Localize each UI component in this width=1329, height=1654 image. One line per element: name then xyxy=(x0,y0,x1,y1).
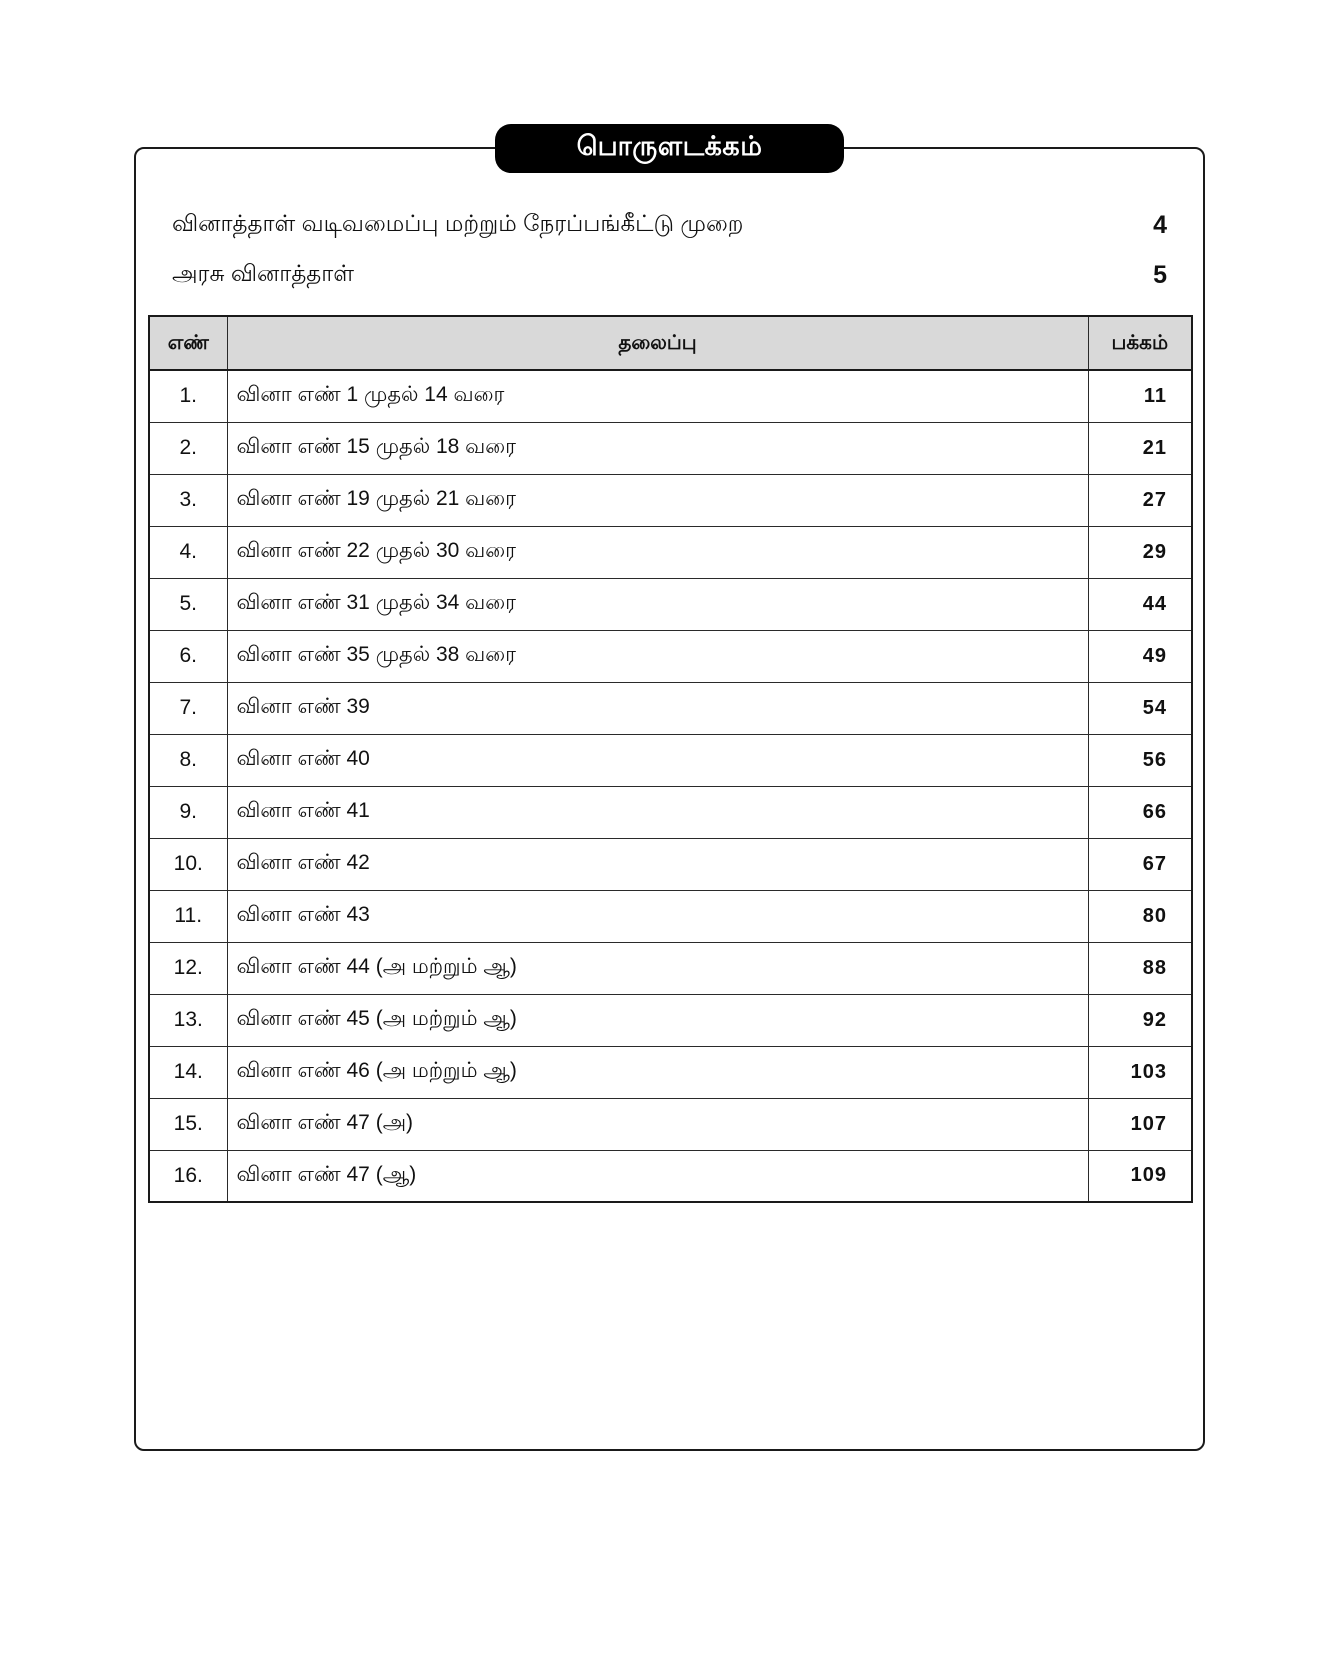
row-page: 27 xyxy=(1088,474,1192,526)
table-row xyxy=(149,786,1192,838)
row-page: 109 xyxy=(1088,1150,1192,1202)
intro-entry xyxy=(172,258,1173,292)
table-row xyxy=(149,422,1192,474)
row-page: 66 xyxy=(1088,786,1192,838)
row-number: 15. xyxy=(149,1098,227,1150)
row-page: 21 xyxy=(1088,422,1192,474)
row-number: 3. xyxy=(149,474,227,526)
row-number: 12. xyxy=(149,942,227,994)
row-title: வினா எண் 15 முதல் 18 வரை xyxy=(227,422,1088,474)
row-title: வினா எண் 46 (அ மற்றும் ஆ) xyxy=(227,1046,1088,1098)
table-row xyxy=(149,578,1192,630)
table-row xyxy=(149,474,1192,526)
intro-entry-page: 4 xyxy=(1153,210,1167,239)
row-title: வினா எண் 19 முதல் 21 வரை xyxy=(227,474,1088,526)
table-row xyxy=(149,526,1192,578)
row-page: 11 xyxy=(1088,370,1192,422)
row-title: வினா எண் 40 xyxy=(227,734,1088,786)
row-number: 13. xyxy=(149,994,227,1046)
row-title: வினா எண் 47 (ஆ) xyxy=(227,1150,1088,1202)
intro-entry-page: 5 xyxy=(1153,260,1167,289)
row-number: 16. xyxy=(149,1150,227,1202)
row-page: 107 xyxy=(1088,1098,1192,1150)
table-row xyxy=(149,1150,1192,1202)
row-title: வினா எண் 41 xyxy=(227,786,1088,838)
header-title: தலைப்பு xyxy=(227,316,1088,370)
row-page: 103 xyxy=(1088,1046,1192,1098)
row-number: 6. xyxy=(149,630,227,682)
row-title: வினா எண் 45 (அ மற்றும் ஆ) xyxy=(227,994,1088,1046)
row-title: வினா எண் 39 xyxy=(227,682,1088,734)
table-row xyxy=(149,630,1192,682)
row-title: வினா எண் 43 xyxy=(227,890,1088,942)
table-header-row xyxy=(149,316,1192,370)
table-row xyxy=(149,942,1192,994)
row-number: 14. xyxy=(149,1046,227,1098)
row-number: 1. xyxy=(149,370,227,422)
row-page: 80 xyxy=(1088,890,1192,942)
table-row xyxy=(149,370,1192,422)
row-number: 8. xyxy=(149,734,227,786)
header-number: எண் xyxy=(149,316,227,370)
row-page: 88 xyxy=(1088,942,1192,994)
row-number: 10. xyxy=(149,838,227,890)
table-row xyxy=(149,1098,1192,1150)
intro-entry-title: அரசு வினாத்தாள் xyxy=(172,260,355,286)
row-number: 2. xyxy=(149,422,227,474)
row-page: 44 xyxy=(1088,578,1192,630)
row-page: 67 xyxy=(1088,838,1192,890)
header-page: பக்கம் xyxy=(1088,316,1192,370)
row-number: 4. xyxy=(149,526,227,578)
table-body xyxy=(149,370,1192,1202)
row-number: 9. xyxy=(149,786,227,838)
row-number: 5. xyxy=(149,578,227,630)
row-title: வினா எண் 31 முதல் 34 வரை xyxy=(227,578,1088,630)
row-page: 54 xyxy=(1088,682,1192,734)
table-row xyxy=(149,994,1192,1046)
table-row xyxy=(149,682,1192,734)
row-page: 49 xyxy=(1088,630,1192,682)
row-page: 56 xyxy=(1088,734,1192,786)
row-title: வினா எண் 1 முதல் 14 வரை xyxy=(227,370,1088,422)
contents-heading: பொருளடக்கம் xyxy=(495,124,844,173)
row-page: 29 xyxy=(1088,526,1192,578)
table-row xyxy=(149,890,1192,942)
intro-entry xyxy=(172,208,1173,242)
contents-table xyxy=(148,315,1193,1203)
row-page: 92 xyxy=(1088,994,1192,1046)
row-title: வினா எண் 22 முதல் 30 வரை xyxy=(227,526,1088,578)
row-title: வினா எண் 47 (அ) xyxy=(227,1098,1088,1150)
row-number: 7. xyxy=(149,682,227,734)
row-title: வினா எண் 44 (அ மற்றும் ஆ) xyxy=(227,942,1088,994)
row-title: வினா எண் 35 முதல் 38 வரை xyxy=(227,630,1088,682)
table-row xyxy=(149,734,1192,786)
intro-entry-title: வினாத்தாள் வடிவமைப்பு மற்றும் நேரப்பங்கீட்டு முறை xyxy=(172,210,744,236)
row-number: 11. xyxy=(149,890,227,942)
table-row xyxy=(149,838,1192,890)
table-row xyxy=(149,1046,1192,1098)
row-title: வினா எண் 42 xyxy=(227,838,1088,890)
